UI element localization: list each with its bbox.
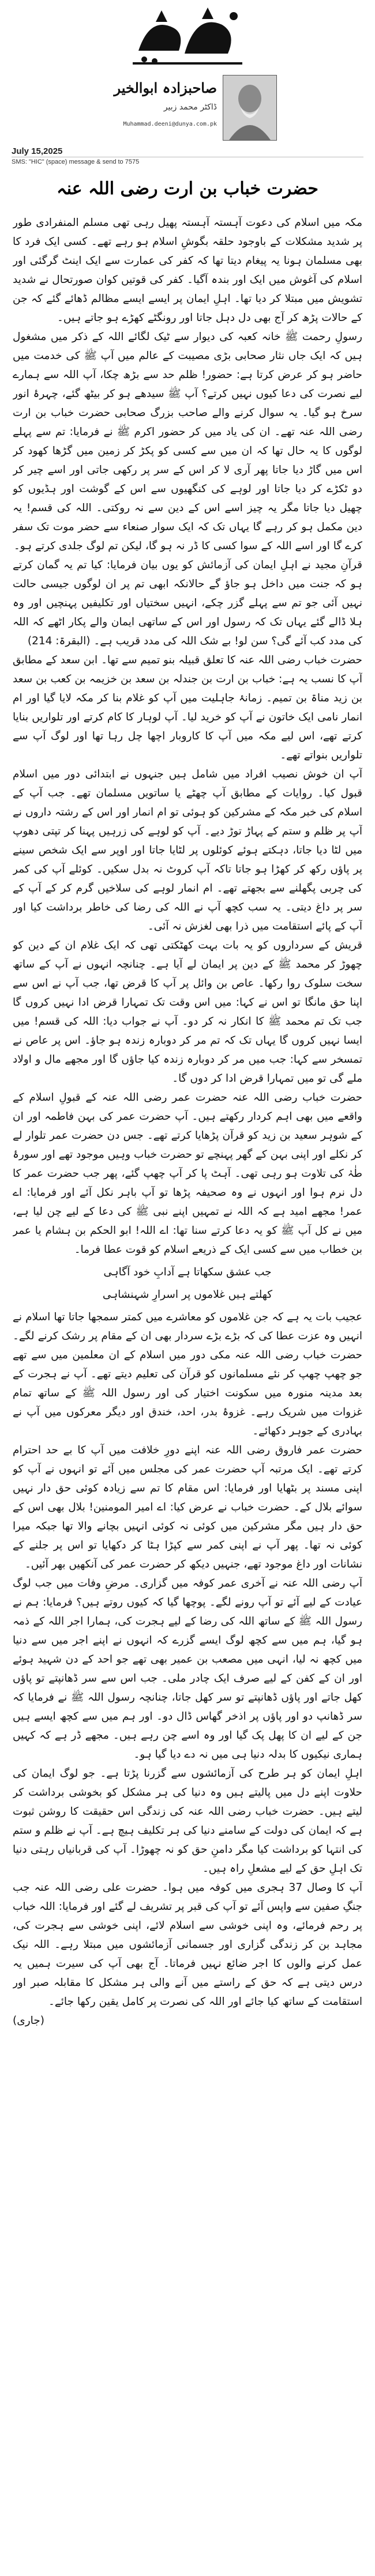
article-title: حضرت خباب بن ارت رضی اللہ عنہ xyxy=(57,179,318,199)
article-paragraph: آپ کا وصال 37 ہجری میں کوفہ میں ہوا۔ حضرت علی رضی اللہ عنہ جب جنگِ صفین سے واپس آئے تو آپ کی قبر پر تشریف لے گئے اور فرمایا: اللہ خباب پر رحم فرمائے، وہ اپنی خوشی سے اسلام لائے، اپنی خوشی سے ہجرت کی، مجاہد بن کر زندگی گزاری اور جسمانی آزمائشوں میں مبتلا رہے۔ اللہ نیک عمل کرنے والوں کا اجر ضائع نہیں فرماتا۔ آج بھی آپ کی سیرت ہمیں یہ درس دیتی ہے کہ حق کے راستے میں آنے والی ہر مشکل کا مقابلہ صبر اور استقامت کے ساتھ کیا جائے اور اللہ کی نصرت پر کامل یقین رکھا جائے۔ xyxy=(13,1882,362,2008)
article-paragraph: قریش کے سرداروں کو یہ بات بہت کھٹکتی تھی کہ ایک غلام ان کے دین کو چھوڑ کر محمد ﷺ کے دین پر ایمان لے آیا ہے۔ چنانچہ انہوں نے آپ کے ساتھ سخت سلوک روا رکھا۔ عاص بن وائل پر آپ کا قرض تھا، جب آپ نے اس سے اپنا حق مانگا تو اس نے کہا: میں اس وقت تک تمہارا قرض ادا نہیں کروں گا جب تک تم محمد ﷺ کا انکار نہ کر دو۔ آپ نے جواب دیا: اللہ کی قسم! میں ایسا نہیں کروں گا یہاں تک کہ تم مر کر دوبارہ زندہ ہو جاؤ۔ اس پر عاص نے تمسخر سے کہا: جب میں مر کر دوبارہ زندہ کیا جاؤں گا اور مجھے مال و اولاد ملے گی تو میں تمہارا قرض ادا کر دوں گا۔ xyxy=(13,939,362,1085)
continued-marker: (جاری) xyxy=(13,2015,44,2027)
verse-line: کھلتے ہیں غلاموں پر اسرارِ شہنشاہی xyxy=(102,1289,273,1301)
article-paragraph: عجیب بات یہ ہے کہ جن غلاموں کو معاشرے میں کمتر سمجھا جاتا تھا اسلام نے انہیں وہ عزت عطا کی کہ بڑے بڑے سردار بھی ان کے مقام پر رشک کرنے لگے۔ حضرت خباب رضی اللہ عنہ مکی دور میں اسلام کے ان معلمین میں سے تھے جو چھپ چھپ کر نئے مسلمانوں کو قرآن کی تعلیم دیتے تھے۔ آپ نے ہجرت کے بعد مدینہ منورہ میں سکونت اختیار کی اور رسول اللہ ﷺ کے ساتھ تمام غزوات میں شریک رہے۔ غزوۂ بدر، احد، خندق اور دیگر معرکوں میں آپ نے بہادری کے جوہر دکھائے۔ xyxy=(13,1311,362,1437)
article-paragraph: رسولِ رحمت ﷺ خانہ کعبہ کی دیوار سے ٹیک لگائے اللہ کے ذکر میں مشغول ہیں کہ ایک جاں نثار صحابی بڑی مصیبت کے عالم میں آپ ﷺ کی خدمت میں حاضر ہو کر عرض کرتا ہے: حضور! ظلم حد سے بڑھ چکا، آپ اللہ سے ہمارے لیے نصرت کی دعا کیوں نہیں کرتے؟ آپ ﷺ سیدھے ہو کر بیٹھ گئے، چہرۂ انور سرخ ہو گیا۔ یہ سوال کرنے والے صاحب بزرگ صحابی حضرت خباب بن ارت رضی اللہ عنہ تھے۔ ان کی یاد میں کر حضور اکرم ﷺ نے فرمایا: تم سے پہلے لوگوں کا یہ حال تھا کہ ان میں سے کسی کو پکڑ کر زمین میں گڑھا کھود کر اس میں گاڑ دیا جاتا پھر آری لا کر اس کے سر پر رکھی جاتی اور اسے چیر کر دو ٹکڑے کر دیا جاتا اور لوہے کی کنگھیوں سے اس کے گوشت اور ہڈیوں کو چھیل دیا جاتا مگر یہ چیز اسے اس کے دین سے نہ روکتی۔ اللہ کی قسم! یہ دین مکمل ہو کر رہے گا یہاں تک کہ ایک سوار صنعاء سے حضر موت تک سفر کرے گا اور اسے اللہ کے سوا کسی کا ڈر نہ ہو گا، لیکن تم لوگ جلدی کرتے ہو۔ xyxy=(13,331,362,552)
article-body xyxy=(13,213,362,2559)
column-header xyxy=(0,0,375,167)
article-paragraph: اہلِ ایمان کو ہر طرح کی آزمائشوں سے گزرنا پڑتا ہے۔ جو لوگ ایمان کی حلاوت اپنے دل میں پالیتے ہیں وہ دنیا کی ہر مشکل کو بخوشی برداشت کر لیتے ہیں۔ حضرت خباب رضی اللہ عنہ کی زندگی اس حقیقت کا روشن ثبوت ہے کہ ایمان کی دولت کے سامنے دنیا کی ہر تکلیف ہیچ ہے۔ آپ نے ظلم و ستم کی انتہا کو برداشت کیا مگر دامنِ حق کو نہ چھوڑا۔ آپ کی قربانیاں رہتی دنیا تک اہلِ حق کے لیے مشعلِ راہ ہیں۔ xyxy=(13,1767,362,1875)
author-subtitle: ڈاکٹر محمد زبیر xyxy=(163,103,217,112)
publish-date: July 15,2025 xyxy=(12,146,63,156)
author-email[interactable]: Muhammad.deeni@dunya.com.pk xyxy=(123,121,217,127)
article-paragraph: حضرت عمر فاروق رضی اللہ عنہ اپنے دورِ خلافت میں آپ کا بے حد احترام کرتے تھے۔ ایک مرتبہ آپ حضرت عمر کی مجلس میں آئے تو انہوں نے آپ کو اپنی مسند پر بٹھایا اور فرمایا: اس مقام کا تم سے زیادہ کوئی حق دار نہیں سوائے بلال کے۔ حضرت خباب نے عرض کیا: اے امیر المومنین! بلال بھی اس کے حق دار ہیں مگر مشرکین میں کوئی نہ کوئی انہیں بچانے والا تھا جبکہ میرا کوئی نہ تھا۔ پھر آپ نے اپنی کمر سے کپڑا ہٹا کر دکھایا تو اس پر جلنے کے نشانات اور داغ موجود تھے، جنہیں دیکھ کر حضرت عمر کی آنکھیں بھر آئیں۔ xyxy=(13,1444,362,1570)
article-paragraph: آپ ان خوش نصیب افراد میں شامل ہیں جنہوں نے ابتدائی دور میں اسلام قبول کیا۔ روایات کے مطابق آپ چھٹے یا ساتویں مسلمان تھے۔ جب آپ کے اسلام کی خبر مکہ کے مشرکین کو ہوئی تو ام انمار اور اس کے رشتہ داروں نے آپ پر ظلم و ستم کے پہاڑ توڑ دیے۔ آپ کو لوہے کی زرہیں پہنا کر تپتی دھوپ میں لٹا دیا جاتا، دہکتے ہوئے کوئلوں پر لٹایا جاتا اور اوپر سے ایک شخص سینے پر پاؤں رکھ کر کھڑا ہو جاتا تاکہ آپ کروٹ نہ بدل سکیں۔ کوئلے آپ کی کمر کی چربی پگھلنے سے بجھتے تھے۔ ام انمار لوہے کی سلاخیں گرم کر کے آپ کے سر پر داغ دیتی۔ یہ سب کچھ آپ نے اللہ کی رضا کی خاطر برداشت کیا اور آپ کے پائے استقامت میں ذرا بھی لغزش نہ آئی۔ xyxy=(13,768,362,932)
newspaper-logo xyxy=(121,5,254,69)
author-name: صاحبزادہ ابوالخیر xyxy=(114,80,217,96)
dunya-logo-icon xyxy=(121,5,254,69)
author-photo xyxy=(223,75,277,141)
sms-instruction: SMS: "HIC" (space) message & send to 7575 xyxy=(12,157,363,165)
author-portrait-icon xyxy=(223,75,276,140)
article-paragraph: حضرت خباب رضی اللہ عنہ حضرت عمر رضی اللہ عنہ کے قبولِ اسلام کے واقعے میں بھی اہم کردار رکھتے ہیں۔ آپ حضرت عمر کی بہن فاطمہ اور ان کے شوہر سعید بن زید کو قرآن پڑھایا کرتے تھے۔ جس دن حضرت عمر تلوار لے کر نکلے اور اپنی بہن کے گھر پہنچے تو حضرت خباب وہیں موجود تھے اور سورۂ طٰہٰ کی تلاوت ہو رہی تھی۔ آہٹ پا کر آپ چھپ گئے، پھر جب حضرت عمر کا دل نرم ہوا اور انہوں نے وہ صحیفہ پڑھا تو آپ باہر نکل آئے اور فرمایا: اے عمر! مجھے امید ہے کہ اللہ نے تمہیں اپنے نبی ﷺ کی دعا کے لیے چن لیا ہے، میں نے کل آپ ﷺ کو یہ دعا کرتے سنا تھا: اے اللہ! ابو الحکم بن ہشام یا عمر بن خطاب میں سے کسی ایک کے ذریعے اسلام کو قوت عطا فرما۔ xyxy=(13,1091,362,1256)
article-paragraph: آپ رضی اللہ عنہ نے آخری عمر کوفہ میں گزاری۔ مرضِ وفات میں جب لوگ عیادت کے لیے آئے تو آپ رونے لگے۔ پوچھا گیا کہ کیوں روتے ہیں؟ فرمایا: ہم نے رسول اللہ ﷺ کے ساتھ اللہ کی رضا کے لیے ہجرت کی، ہمارا اجر اللہ کے ذمہ ہو گیا، ہم میں سے کچھ لوگ ایسے گزرے کہ انہوں نے اپنے اجر میں سے دنیا میں کچھ نہ لیا، انہی میں مصعب بن عمیر بھی تھے جو احد کے دن شہید ہوئے اور ان کے کفن کے لیے صرف ایک چادر ملی۔ جب اس سے سر ڈھانپتے تو پاؤں کھل جاتے اور پاؤں ڈھانپتے تو سر کھل جاتا، چنانچہ رسول اللہ ﷺ نے فرمایا کہ سر ڈھانپ دو اور پاؤں پر اذخر گھاس ڈال دو۔ اور ہم میں سے کچھ ایسے ہیں جن کے لیے ان کا پھل پک گیا اور وہ اسے چن رہے ہیں۔ مجھے ڈر ہے کہ کہیں ہماری نیکیوں کا بدلہ دنیا ہی میں نہ دے دیا گیا ہو۔ xyxy=(13,1577,362,1761)
article-paragraph: مکہ میں اسلام کی دعوت آہستہ آہستہ پھیل رہی تھی مسلم المنفرادی طور پر شدید مشکلات کے باوجود حلقہ بگوشِ اسلام ہو رہے تھے۔ کسی ایک فرد کا بھی مسلمان ہونا یہ پیغام دیتا تھا کہ کفر کی عمارت سے ایک اینٹ گرگئی اور اسلام کی آغوش میں ایک اور بندہ آگیا۔ کفر کی قوتیں کوان صورتحال نے شدید تشویش میں مبتلا کر دیا تھا۔ اہلِ ایمان پر ایسے ایسے مظالم ڈھائے گئے کہ جن کے حالات پڑھ کر آج بھی دل دہل جاتا اور رونگٹے کھڑے ہو جاتے ہیں۔ xyxy=(13,217,362,324)
article-paragraph: قرآنِ مجید نے اہلِ ایمان کی آزمائش کو یوں بیان فرمایا: کیا تم یہ گمان کرتے ہو کہ جنت میں داخل ہو جاؤ گے حالانکہ ابھی تم پر ان لوگوں جیسی حالت نہیں آئی جو تم سے پہلے گزر چکے، انہیں سختیاں اور تکلیفیں پہنچیں اور وہ ہلا ڈالے گئے یہاں تک کہ رسول اور اس کے ساتھی ایمان والے پکار اٹھے کہ اللہ کی مدد کب آئے گی؟ سن لو! بے شک اللہ کی مدد قریب ہے۔ (البقرۃ: 214) xyxy=(13,559,362,647)
author-block xyxy=(87,75,277,144)
article-paragraph: حضرت خباب رضی اللہ عنہ کا تعلق قبیلہ بنو تمیم سے تھا۔ ابن سعد کے مطابق آپ کا نسب یہ ہے: خباب بن ارت بن جندلہ بن سعد بن خزیمہ بن کعب بن سعد بن زید مناۃ بن تمیم۔ زمانۂ جاہلیت میں آپ کو غلام بنا کر مکہ لایا گیا اور ام انمار نامی ایک خاتون نے آپ کو خرید لیا۔ آپ لوہار کا کام کرتے اور تلواریں بنایا کرتے تھے، اس لیے مکہ میں آپ کا کاروبار اچھا چل رہا تھا اور لوگ آپ سے تلواریں بنواتے تھے۔ xyxy=(13,654,362,761)
verse-line: جب عشق سکھاتا ہے آدابِ خود آگاہی xyxy=(103,1266,272,1278)
